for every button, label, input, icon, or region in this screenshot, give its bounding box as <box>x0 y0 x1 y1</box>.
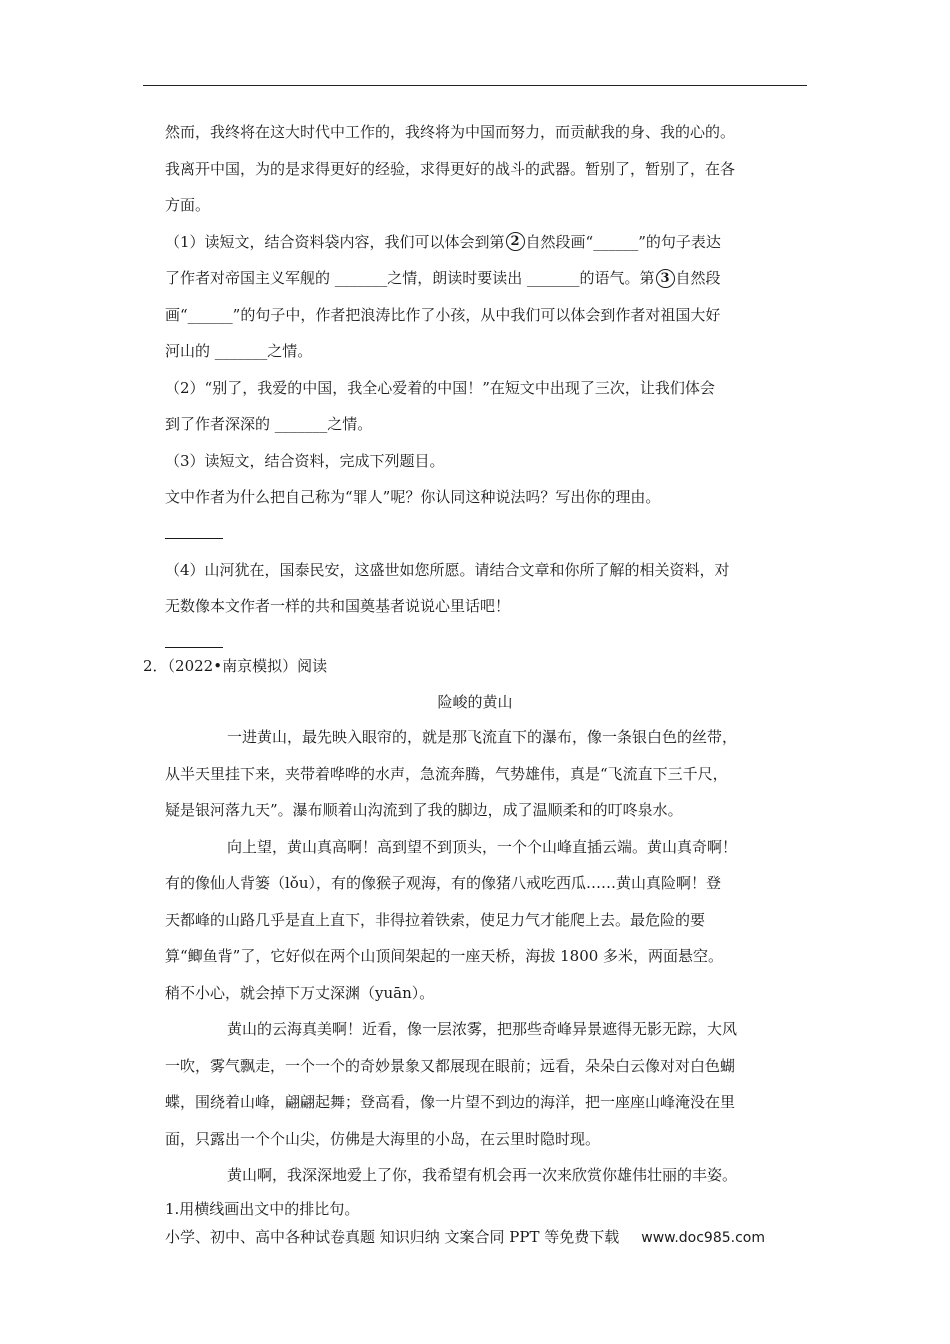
footer-text: 小学、初中、高中各种试卷真题 知识归纳 文案合同 PPT 等免费下载 <box>165 1228 620 1246</box>
task-instruction: 1.用横线画出文中的排比句。 <box>165 1199 360 1218</box>
question-3-line: （3）读短文，结合资料，完成下列题目。 <box>165 451 445 470</box>
passage-line: 天都峰的山路几乎是直上直下，非得拉着铁索，使足力气才能爬上去。最危险的要 <box>165 910 706 929</box>
passage-line: 蝶，围绕着山峰，翩翩起舞；登高看，像一片望不到边的海洋，把一座座山峰淹没在里 <box>165 1093 736 1111</box>
question-2-line: 到了作者深深的 _______之情。 <box>165 415 373 433</box>
question-3-line: 文中作者为什么把自己称为“罪人”呢？你认同这种说法吗？写出你的理由。 <box>165 488 661 506</box>
passage-line: 黄山的云海真美啊！近看，像一层浓雾，把那些奇峰异景遮得无影无踪，大风 <box>227 1020 738 1038</box>
question-4-line: 无数像本文作者一样的共和国奠基者说说心里话吧！ <box>165 597 511 615</box>
question-4-line: （4）山河犹在，国泰民安，这盛世如您所愿。请结合文章和你所了解的相关资料，对 <box>165 560 730 579</box>
passage-line: 算“鲫鱼背”了，它好似在两个山顶间架起的一座天桥，海拔 1800 多米，两面悬空。 <box>165 947 724 965</box>
question-1-line: 河山的 _______之情。 <box>165 342 313 360</box>
footer-url[interactable]: www.doc985.com <box>641 1230 766 1246</box>
passage-line: 黄山啊，我深深地爱上了你，我希望有机会再一次来欣赏你雄伟壮丽的丰姿。 <box>227 1166 738 1184</box>
passage-line: 方面。 <box>165 196 211 214</box>
reading-passage-part1 <box>165 114 810 661</box>
question-2-header: 2．（2022•南京模拟）阅读 <box>143 657 328 675</box>
reading-passage-huangshan <box>165 719 810 1224</box>
passage-line: 稍不小心，就会掉下万丈深渊（yuān）。 <box>165 983 435 1002</box>
passage-line: 有的像仙人背篓（lǒu），有的像猴子观海，有的像猪八戒吃西瓜……黄山真险啊！登 <box>165 874 721 892</box>
question-1-line: （1）读短文，结合资料袋内容，我们可以体会到第 2 自然段画“______”的句子表达 <box>165 232 721 251</box>
footer <box>165 1222 765 1252</box>
question-1-line: 了作者对帝国主义军舰的 _______之情，朗读时要读出 _______的语气。第 3 自然段 <box>165 269 721 287</box>
circled-number-3: 3 <box>656 269 675 288</box>
question-1-line: 画“______”的句子中，作者把浪涛比作了小孩，从中我们可以体会到作者对祖国大好 <box>165 305 721 324</box>
passage-line: 一进黄山，最先映入眼帘的，就是那飞流直下的瀑布，像一条银白色的丝带， <box>227 728 738 746</box>
question-2-line: （2）“别了，我爱的中国，我全心爱着的中国！”在短文中出现了三次，让我们体会 <box>165 378 715 397</box>
passage-line: 我离开中国，为的是求得更好的经验，求得更好的战斗的武器。暂别了，暂别了，在各 <box>165 159 736 178</box>
circled-number-2: 2 <box>506 232 525 251</box>
answer-blank <box>165 516 810 552</box>
passage-line: 面，只露出一个个山尖，仿佛是大海里的小岛，在云里时隐时现。 <box>165 1129 601 1148</box>
header-rule <box>143 85 807 86</box>
passage-line: 从半天里挂下来，夹带着哗哗的水声，急流奔腾，气势雄伟，真是“飞流直下三千尺， <box>165 764 728 783</box>
passage-title: 险峻的黄山 <box>437 693 513 711</box>
passage-line: 一吹，雾气飘走，一个一个的奇妙景象又都展现在眼前；远看，朵朵白云像对对白色蝴 <box>165 1056 736 1075</box>
passage-line: 疑是银河落九天”。瀑布顺着山沟流到了我的脚边，成了温顺柔和的叮咚泉水。 <box>165 801 683 819</box>
passage-line: 然而，我终将在这大时代中工作的，我终将为中国而努力，而贡献我的身、我的心的。 <box>165 123 736 141</box>
passage-line: 向上望，黄山真高啊！高到望不到顶头，一个个山峰直插云端。黄山真奇啊！ <box>227 837 738 856</box>
